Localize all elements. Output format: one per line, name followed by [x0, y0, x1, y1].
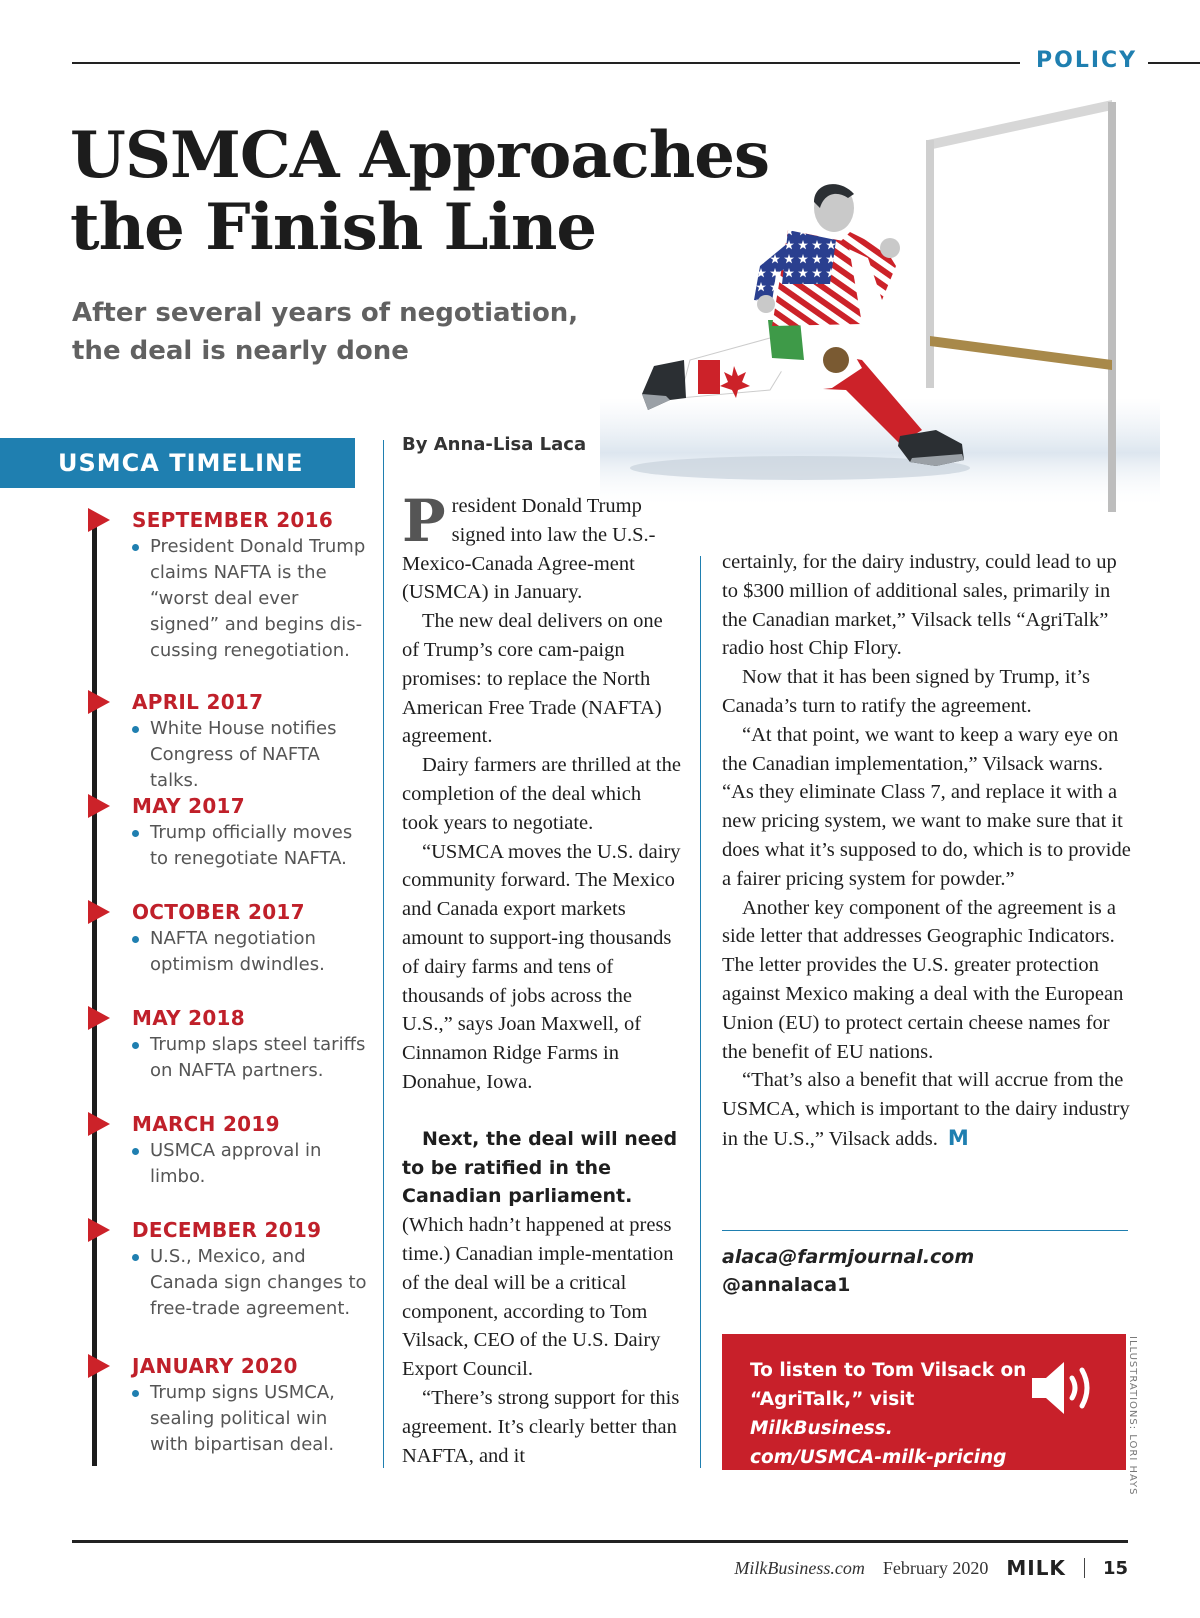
- timeline-entry: [88, 688, 368, 794]
- paragraph: “At that point, we want to keep a wary eye on the Canadian implementation,” Vilsack warns. “As they eliminate Class 7, and replace it with a new pricing system, we want to make sure that it does what it’s supposed to do, which is to provide a fairer pricing system for powder.”: [722, 723, 1131, 890]
- top-rule: [72, 62, 1020, 64]
- timeline-entry: [88, 1110, 368, 1190]
- paragraph: [402, 487, 682, 607]
- paragraph: Dairy farmers are thrilled at the completion of the deal which took years to negotiate.: [402, 754, 681, 834]
- byline: By Anna-Lisa Laca: [402, 434, 587, 455]
- footer-date: February 2020: [882, 1557, 989, 1578]
- canada-band: [698, 360, 720, 394]
- section-label: POLICY: [1036, 48, 1138, 73]
- runner-front-hand: [880, 238, 900, 258]
- timeline-entry: [88, 1216, 368, 1322]
- timeline-arrow-icon: [88, 1112, 110, 1136]
- contact-rule: [722, 1230, 1128, 1231]
- footer-brand-logo: MILK: [1006, 1556, 1066, 1580]
- runner-illustration: [600, 98, 1160, 528]
- timeline-text: Trump officially moves to renegotiate NAFTA.: [150, 820, 368, 872]
- author-email[interactable]: alaca@farmjournal.com: [722, 1246, 975, 1268]
- timeline-arrow-icon: [88, 508, 110, 532]
- timeline-entry: [88, 1352, 368, 1458]
- footer-separator: [1084, 1558, 1085, 1578]
- bottom-rule: [72, 1540, 1128, 1543]
- timeline-text: White House notifies Congress of NAFTA talks.: [150, 716, 368, 794]
- drop-cap: P: [402, 487, 446, 555]
- timeline-text: President Donald Trump claims NAFTA is the “worst deal ever signed” and begins dis-cussing renegotiation.: [150, 534, 368, 664]
- paragraph: [402, 1125, 682, 1384]
- timeline-header: USMCA TIMELINE: [0, 438, 355, 488]
- column-rule: [383, 440, 384, 1468]
- paragraph-text: resident Donald Trump signed into law the U.S.-Mexico-Canada Agree-ment (USMCA) in January.: [402, 495, 656, 604]
- timeline-text: NAFTA negotiation optimism dwindles.: [150, 926, 368, 978]
- article-column-2: [402, 487, 682, 1470]
- callout-text: [750, 1356, 1030, 1472]
- timeline-text: Trump signs USMCA, sealing political win with bipartisan deal.: [150, 1380, 368, 1458]
- illustration-credit: ILLUSTRATIONS: LORI HAYS: [1127, 1336, 1138, 1496]
- author-handle[interactable]: @annalaca1: [722, 1274, 851, 1296]
- timeline-date: JANUARY 2020: [132, 1354, 298, 1378]
- finish-post-right: [1108, 102, 1116, 512]
- timeline-arrow-icon: [88, 1006, 110, 1030]
- top-rule-right: [1148, 62, 1200, 64]
- callout-line-2: “AgriTalk,” visit: [750, 1389, 915, 1410]
- paragraph-text: (Which hadn’t happened at press time.) Canadian imple-mentation of the deal will be a critical component, according to Tom Vilsack, CEO of the U.S. Dairy Export Council.: [402, 1214, 674, 1381]
- timeline-text: Trump slaps steel tariffs on NAFTA partners.: [150, 1032, 368, 1084]
- shorts-green: [768, 320, 804, 360]
- speaker-icon: [1030, 1358, 1100, 1418]
- timeline-arrow-icon: [88, 794, 110, 818]
- timeline-arrow-icon: [88, 900, 110, 924]
- paragraph: [722, 1066, 1132, 1153]
- timeline-date: APRIL 2017: [132, 690, 264, 714]
- paragraph: The new deal delivers on one of Trump’s core cam-paign promises: to replace the North American Free Trade (NAFTA) agreement.: [402, 610, 663, 748]
- timeline-date: MAY 2018: [132, 1006, 245, 1030]
- timeline-entry: [88, 792, 368, 872]
- timeline-arrow-icon: [88, 1354, 110, 1378]
- timeline-entry: [88, 898, 368, 978]
- timeline-arrow-icon: [88, 1218, 110, 1242]
- deck-line-2: the deal is nearly done: [72, 336, 409, 366]
- callout-link-part-2[interactable]: com/USMCA-milk-pricing: [750, 1447, 1007, 1468]
- paragraph: Now that it has been signed by Trump, it’s Canada’s turn to ratify the agreement.: [722, 666, 1090, 717]
- footer: [734, 1556, 1128, 1580]
- timeline-text: USMCA approval in limbo.: [150, 1138, 368, 1190]
- timeline-entry: [88, 1004, 368, 1084]
- paragraph: “USMCA moves the U.S. dairy community forward. The Mexico and Canada export markets amount to support-ing thousands of dairy farms and tens of thousands of jobs across the U.S.,” says Joan Maxwell, of Cinnamon Ridge Farms in Donahue, Iowa.: [402, 840, 681, 1093]
- timeline-entry: [88, 506, 368, 664]
- paragraph: “There’s strong support for this agreement. It’s clearly better than NAFTA, and it: [402, 1386, 680, 1467]
- callout-link-part-1[interactable]: MilkBusiness.: [750, 1418, 893, 1439]
- finish-tape: [930, 336, 1112, 370]
- eagle-emblem-icon: [823, 347, 849, 373]
- column-rule: [700, 556, 701, 1468]
- audio-callout[interactable]: [722, 1334, 1126, 1470]
- paragraph: Another key component of the agreement is a side letter that addresses Geographic Indicators. The letter provides the U.S. greater protection against Mexico making a deal with the European Union (EU) to protect certain cheese names for the benefit of EU nations.: [722, 896, 1124, 1063]
- finish-banner: [928, 100, 1112, 150]
- timeline-date: MAY 2017: [132, 794, 245, 818]
- callout-line-1: To listen to Tom Vilsack on: [750, 1360, 1027, 1381]
- end-mark: M: [947, 1125, 969, 1150]
- page-number: 15: [1102, 1557, 1128, 1579]
- paragraph-text: “That’s also a benefit that will accrue from the USMCA, which is important to the dairy industry in the U.S.,” Vilsack adds.: [722, 1069, 1130, 1150]
- paragraph: certainly, for the dairy industry, could lead to up to $300 million of additional sales, primarily in the Canadian market,” Vilsack tells “AgriTalk” radio host Chip Flory.: [722, 551, 1117, 660]
- timeline-date: OCTOBER 2017: [132, 900, 305, 924]
- deck: [72, 294, 592, 370]
- runner-back-hand: [757, 295, 775, 313]
- timeline-date: DECEMBER 2019: [132, 1218, 322, 1242]
- timeline-date: MARCH 2019: [132, 1112, 280, 1136]
- timeline-date: SEPTEMBER 2016: [132, 508, 334, 532]
- headline-line-1: USMCA Approaches: [70, 118, 770, 193]
- deck-line-1: After several years of negotiation,: [72, 298, 579, 328]
- timeline-text: U.S., Mexico, and Canada sign changes to free-trade agreement.: [150, 1244, 368, 1322]
- footer-site: MilkBusiness.com: [734, 1557, 865, 1578]
- paragraph-lead: Next, the deal will need to be ratified in the Canadian parliament.: [402, 1127, 678, 1208]
- article-column-3: [722, 548, 1132, 1154]
- finish-post-left: [926, 140, 934, 388]
- headline-line-2: the Finish Line: [70, 190, 597, 265]
- timeline-arrow-icon: [88, 690, 110, 714]
